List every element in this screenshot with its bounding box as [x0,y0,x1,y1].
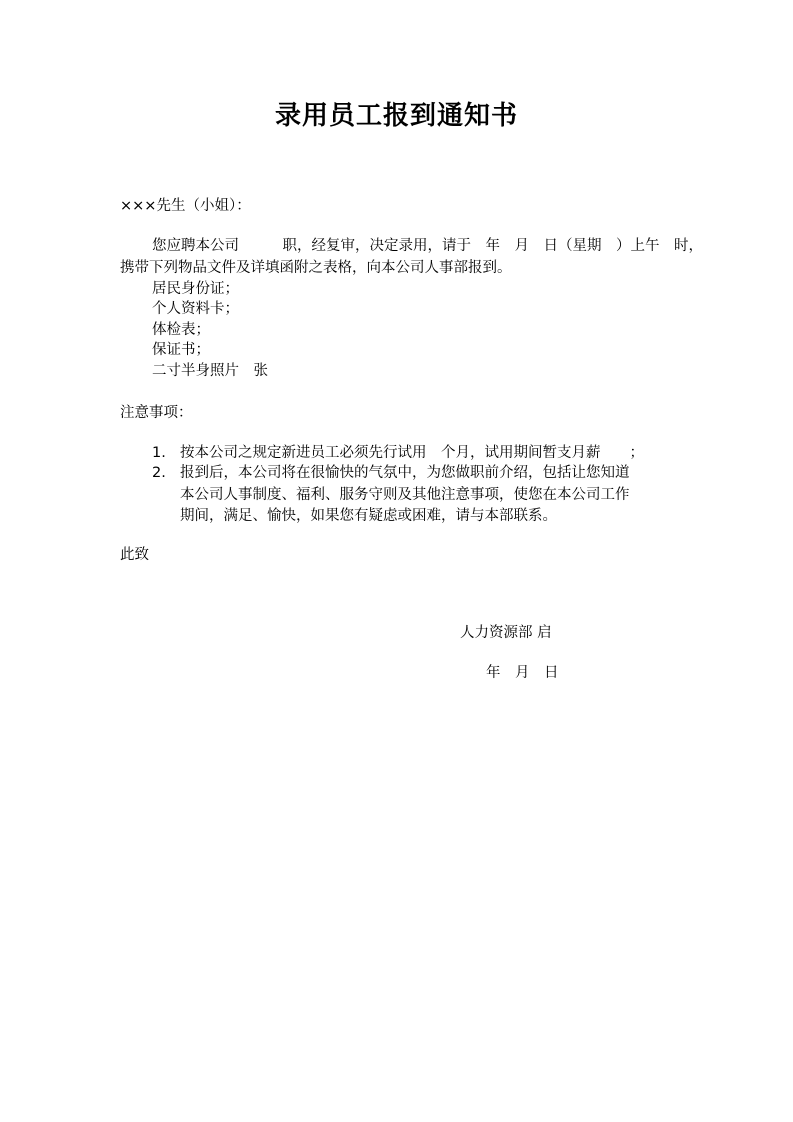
note-text: 期间，满足、愉快，如果您有疑虑或困难，请与本部联系。 [180,508,557,524]
signature-date: 年 月 日 [486,665,559,681]
closing: 此致 [120,547,149,563]
list-item: 居民身份证； [152,281,239,297]
list-item: 个人资料卡； [152,301,239,317]
list-item: 保证书； [152,342,210,358]
note-text: 本公司人事制度、福利、服务守则及其他注意事项，使您在本公司工作 [180,487,630,503]
note-text: 按本公司之规定新进员工必须先行试用 个月，试用期间暂支月薪 ； [180,445,644,461]
list-item: 二寸半身照片 张 [152,363,268,379]
note-number: 1. [152,445,166,461]
salutation: ×××先生（小姐）： [120,198,251,214]
paragraph-line-2: 携带下列物品文件及详填函附之表格，向本公司人事部报到。 [120,260,512,276]
list-item: 体检表； [152,322,210,338]
paragraph-line-1: 您应聘本公司 职，经复审，决定录用，请于 年 月 日（星期 ）上午 时， [152,238,703,254]
document-title: 录用员工报到通知书 [274,101,518,131]
signature-department: 人力资源部 启 [460,625,552,641]
note-number: 2. [152,465,166,481]
notes-heading: 注意事项： [120,405,193,421]
note-text: 报到后，本公司将在很愉快的气氛中，为您做职前介绍，包括让您知道 [180,465,630,481]
